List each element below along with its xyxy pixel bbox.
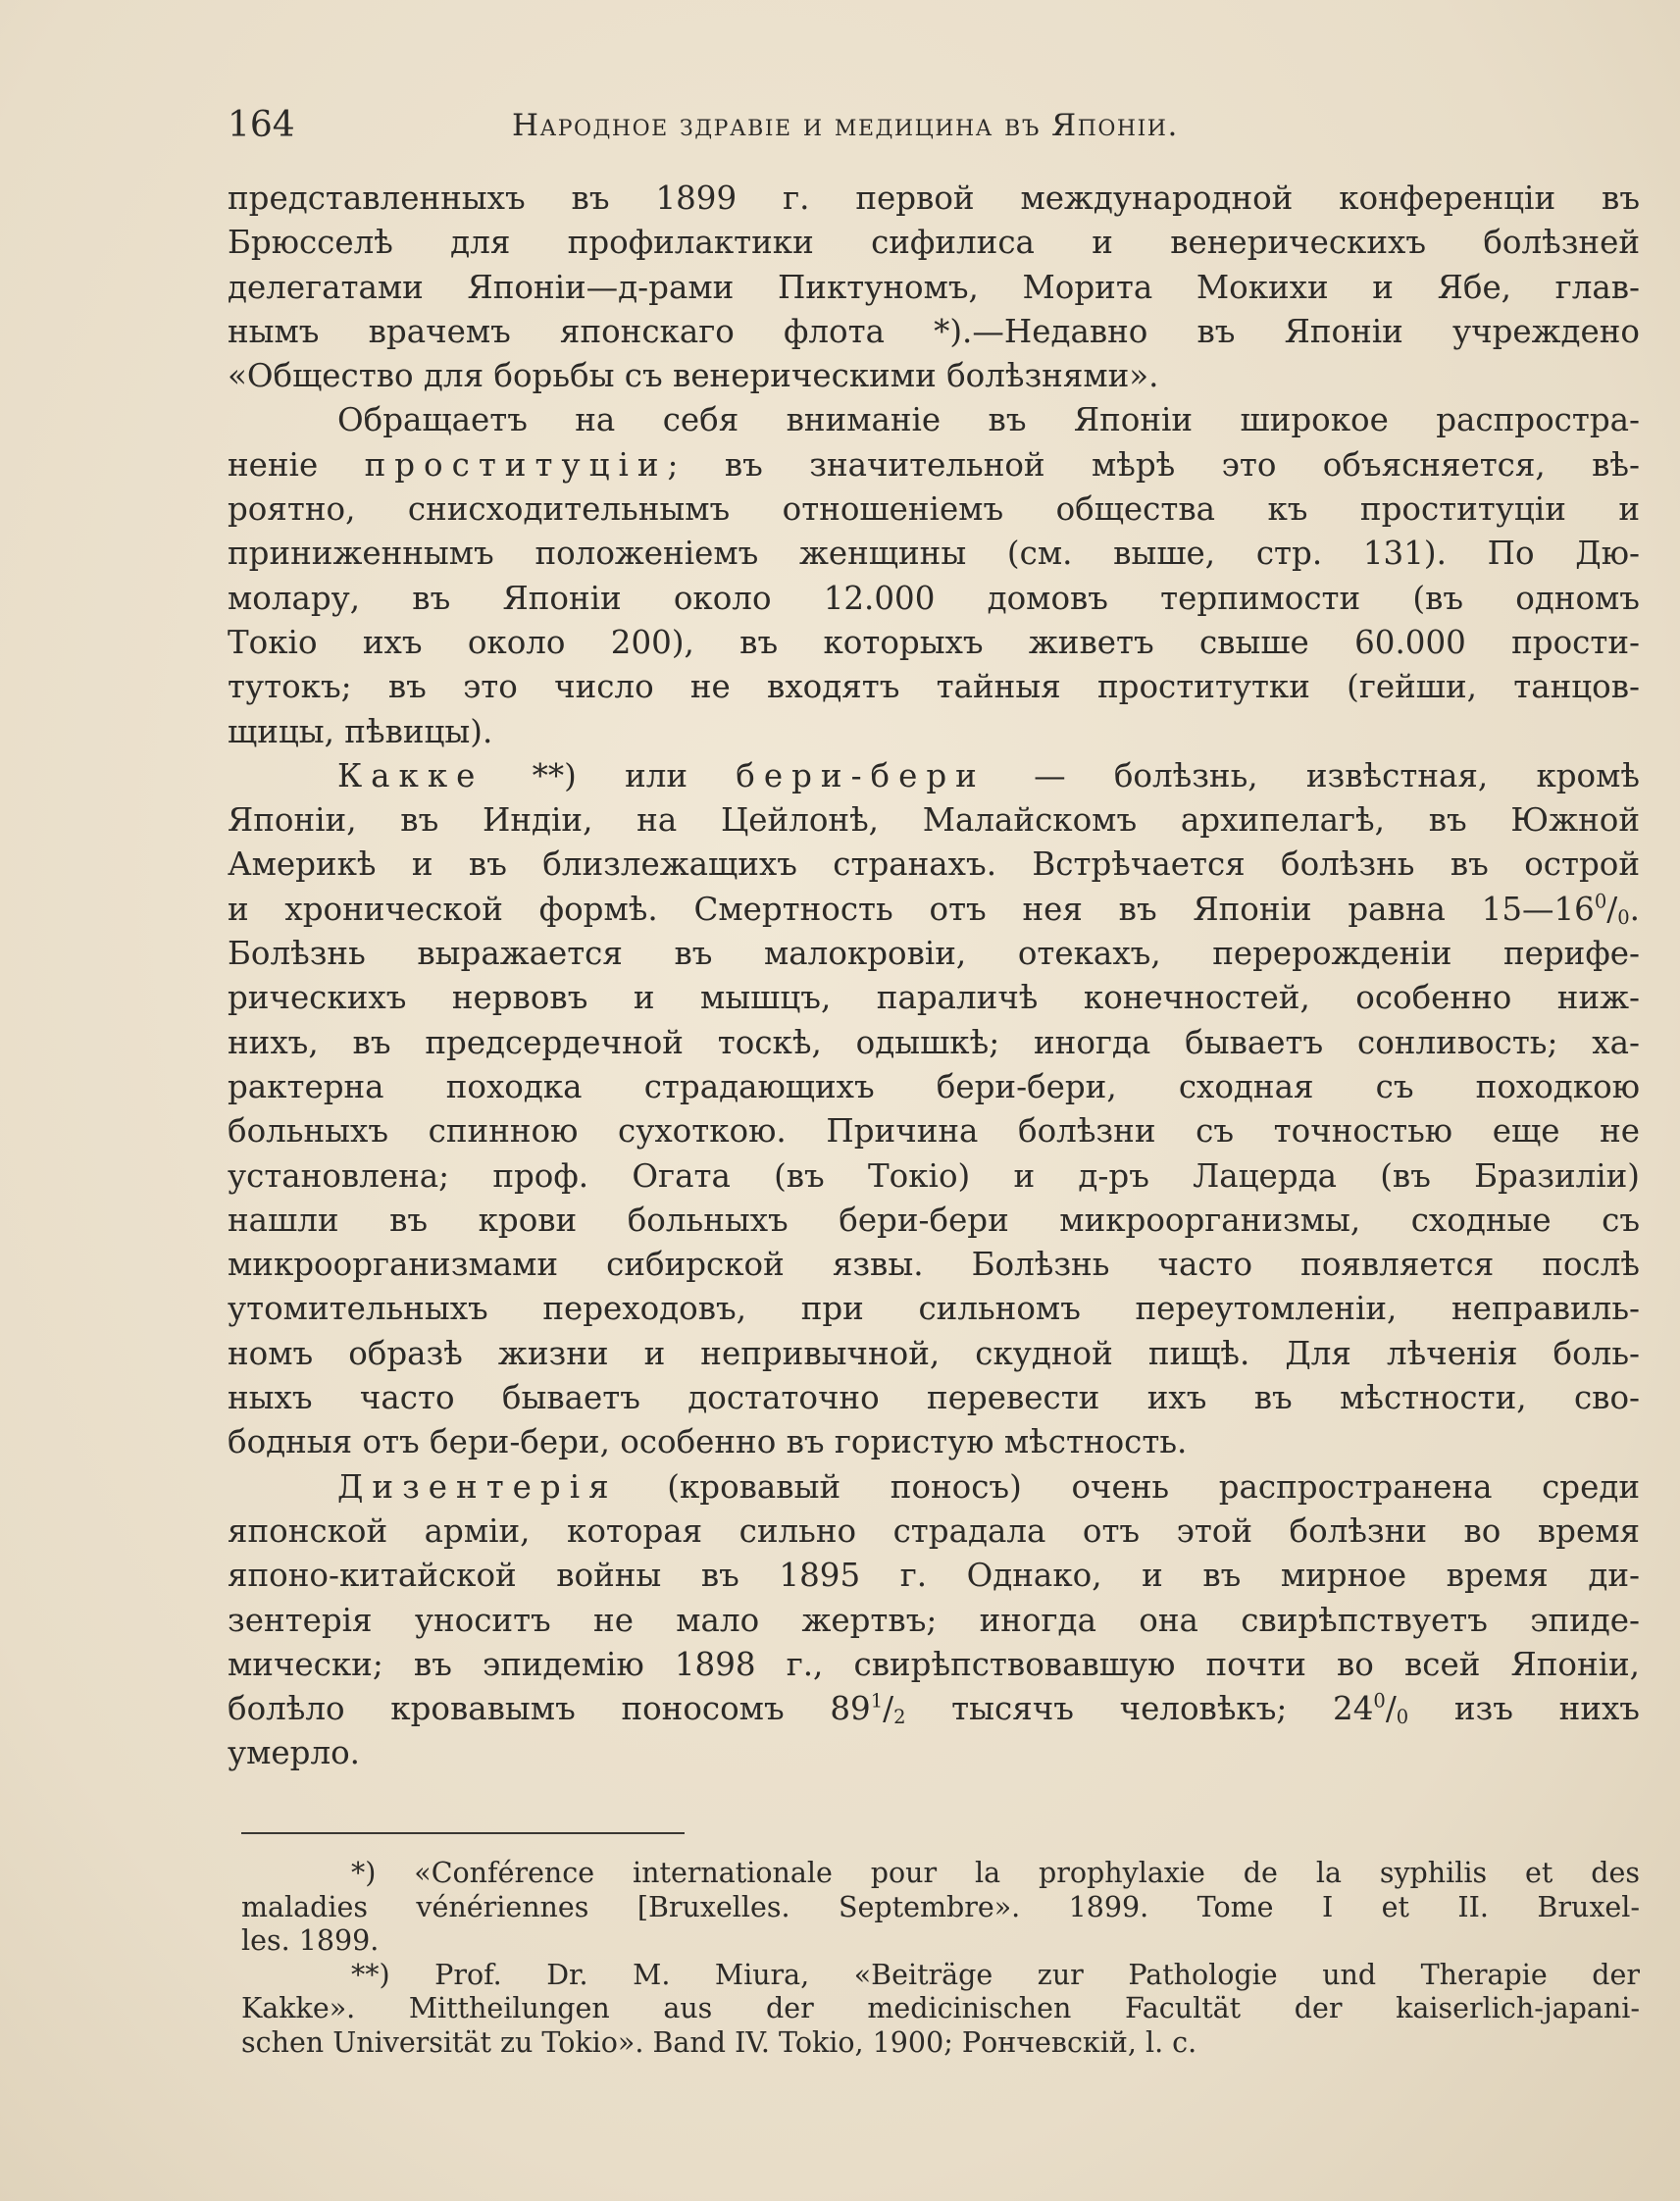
text-line: представленныхъ въ 1899 г. первой международной конференціи въ <box>228 179 1640 217</box>
text-line: японо-китайской войны въ 1895 г. Однако, и въ мирное время ди- <box>228 1557 1640 1595</box>
text-line <box>228 1687 1640 1731</box>
text-run: — болѣзнь, извѣстная, кромѣ <box>985 756 1641 794</box>
page-header <box>228 101 1640 150</box>
text-line <box>228 443 1640 487</box>
text-line: Болѣзнь выражается въ малокровіи, отекахъ, перерожденіи перифе- <box>228 935 1640 973</box>
text-line: зентерія уноситъ не мало жертвъ; иногда она свирѣпствуетъ эпиде- <box>228 1601 1640 1639</box>
text-line <box>228 888 1640 932</box>
text-line: бодныя отъ бери-бери, особенно въ гористую мѣстность. <box>228 1423 1188 1461</box>
text-line: нашли въ крови больныхъ бери-бери микроорганизмы, сходные съ <box>228 1201 1640 1239</box>
fraction-slash: / <box>1385 1690 1397 1728</box>
footnote-line: Kakke». Mittheilungen aus der medicinischen Facultät der kaiserlich-japani- <box>241 1992 1640 2024</box>
body-text <box>228 177 1640 1776</box>
text-run: и хронической формѣ. Смертность отъ нея въ Японіи равна 15—16 <box>228 890 1595 928</box>
superscript: 0 <box>1594 890 1607 913</box>
running-title: Народное здравіе и медицина въ Японіи. <box>512 108 1179 143</box>
superscript: 0 <box>1373 1689 1386 1713</box>
text-line: тутокъ; въ это число не входятъ тайныя проститутки (гейши, танцов- <box>228 668 1640 706</box>
paragraph-prostitution-start: Обращаетъ на себя вниманіе въ Японіи широкое распростра- <box>337 401 1640 439</box>
text-line: японской арміи, которая сильно страдала отъ этой болѣзни во время <box>228 1511 1640 1550</box>
text-line: умерло. <box>228 1734 360 1772</box>
text-line: «Общество для борьбы съ венерическими болѣзнями». <box>228 357 1159 395</box>
text-run: **) или <box>484 756 737 794</box>
paragraph-kakke-start <box>228 754 1640 798</box>
text-run: ; въ значительной мѣрѣ это объясняется, вѣ- <box>667 445 1640 484</box>
text-run: неніе <box>228 445 319 484</box>
text-line: Токіо ихъ около 200), въ которыхъ живетъ свыше 60.000 прости- <box>228 623 1640 661</box>
footnote-2: **) Prof. Dr. M. Miura, «Beiträge zur Pathologie und Therapie der <box>351 1958 1640 1991</box>
spaced-term-prostitution: проституціи <box>364 445 668 484</box>
footnote-1: *) «Conférence internationale pour la prophylaxie de la syphilis et des <box>351 1857 1640 1889</box>
text-run: изъ нихъ <box>1408 1690 1640 1728</box>
text-line: молару, въ Японіи около 12.000 домовъ терпимости (въ одномъ <box>228 579 1640 617</box>
spaced-term-dysentery: Дизентерія <box>337 1467 618 1506</box>
text-line: рактерна походка страдающихъ бери-бери, сходная съ походкою <box>228 1067 1640 1105</box>
text-line: утомительныхъ переходовъ, при сильномъ переутомленіи, неправиль- <box>228 1290 1640 1328</box>
text-run: . <box>1629 890 1640 928</box>
text-line: щицы, пѣвицы). <box>228 712 493 750</box>
spaced-term-beriberi: бери-бери <box>736 756 986 794</box>
text-line: микроорганизмами сибирской язвы. Болѣзнь часто появляется послѣ <box>228 1246 1640 1284</box>
subscript: 0 <box>1617 905 1630 929</box>
text-line: Японіи, въ Индіи, на Цейлонѣ, Малайскомъ архипелагѣ, въ Южной <box>228 801 1640 840</box>
text-run: (кровавый поносъ) очень распространена среди <box>617 1467 1640 1506</box>
text-line: больныхъ спинною сухоткою. Причина болѣзни съ точностью еще не <box>228 1112 1640 1151</box>
text-line: номъ образѣ жизни и непривычной, скудной пищѣ. Для лѣченія боль- <box>228 1334 1640 1372</box>
text-run: болѣло кровавымъ поносомъ 89 <box>228 1690 871 1728</box>
footnote-line: schen Universität zu Tokio». Band IV. Tokio, 1900; Рончевскій, l. c. <box>241 2025 1197 2059</box>
footnote-line: maladies vénériennes [Bruxelles. Septembre». 1899. Tome I et II. Bruxel- <box>241 1890 1640 1923</box>
text-line: нымъ врачемъ японскаго флота *).—Недавно въ Японіи учреждено <box>228 312 1640 350</box>
text-line: рическихъ нервовъ и мышцъ, параличѣ конечностей, особенно ниж- <box>228 979 1640 1017</box>
text-line: нихъ, въ предсердечной тоскѣ, одышкѣ; иногда бываетъ сонливость; ха- <box>228 1023 1640 1061</box>
footnote-divider <box>241 1832 685 1834</box>
text-line: роятно, снисходительнымъ отношеніемъ общества къ проституціи и <box>228 490 1640 529</box>
footnotes <box>241 1857 1640 2060</box>
paragraph-dysentery-start <box>228 1465 1640 1510</box>
text-line: установлена; проф. Огата (въ Токіо) и д-ръ Лацерда (въ Бразиліи) <box>228 1156 1640 1195</box>
text-line: ныхъ часто бываетъ достаточно перевести ихъ въ мѣстности, сво- <box>228 1379 1640 1417</box>
subscript: 2 <box>893 1705 906 1728</box>
text-line: Брюсселѣ для профилактики сифилиса и венерическихъ болѣзней <box>228 224 1640 262</box>
text-run: тысячъ человѣкъ; 24 <box>905 1690 1374 1728</box>
spaced-term-kakke: Какке <box>337 756 484 794</box>
text-line: Америкѣ и въ близлежащихъ странахъ. Встрѣчается болѣзнь въ острой <box>228 845 1640 884</box>
superscript: 1 <box>870 1689 884 1713</box>
text-line: приниженнымъ положеніемъ женщины (см. выше, стр. 131). По Дю- <box>228 535 1640 573</box>
footnote-line: les. 1899. <box>241 1924 380 1957</box>
subscript: 0 <box>1396 1705 1409 1728</box>
fraction-slash: / <box>1606 890 1618 928</box>
fraction-slash: / <box>883 1690 894 1728</box>
text-line: делегатами Японіи—д-рами Пиктуномъ, Морита Мокихи и Ябе, глав- <box>228 268 1640 306</box>
text-line: мически; въ эпидемію 1898 г., свирѣпствовавшую почти во всей Японіи, <box>228 1645 1640 1683</box>
page-number: 164 <box>228 105 295 145</box>
